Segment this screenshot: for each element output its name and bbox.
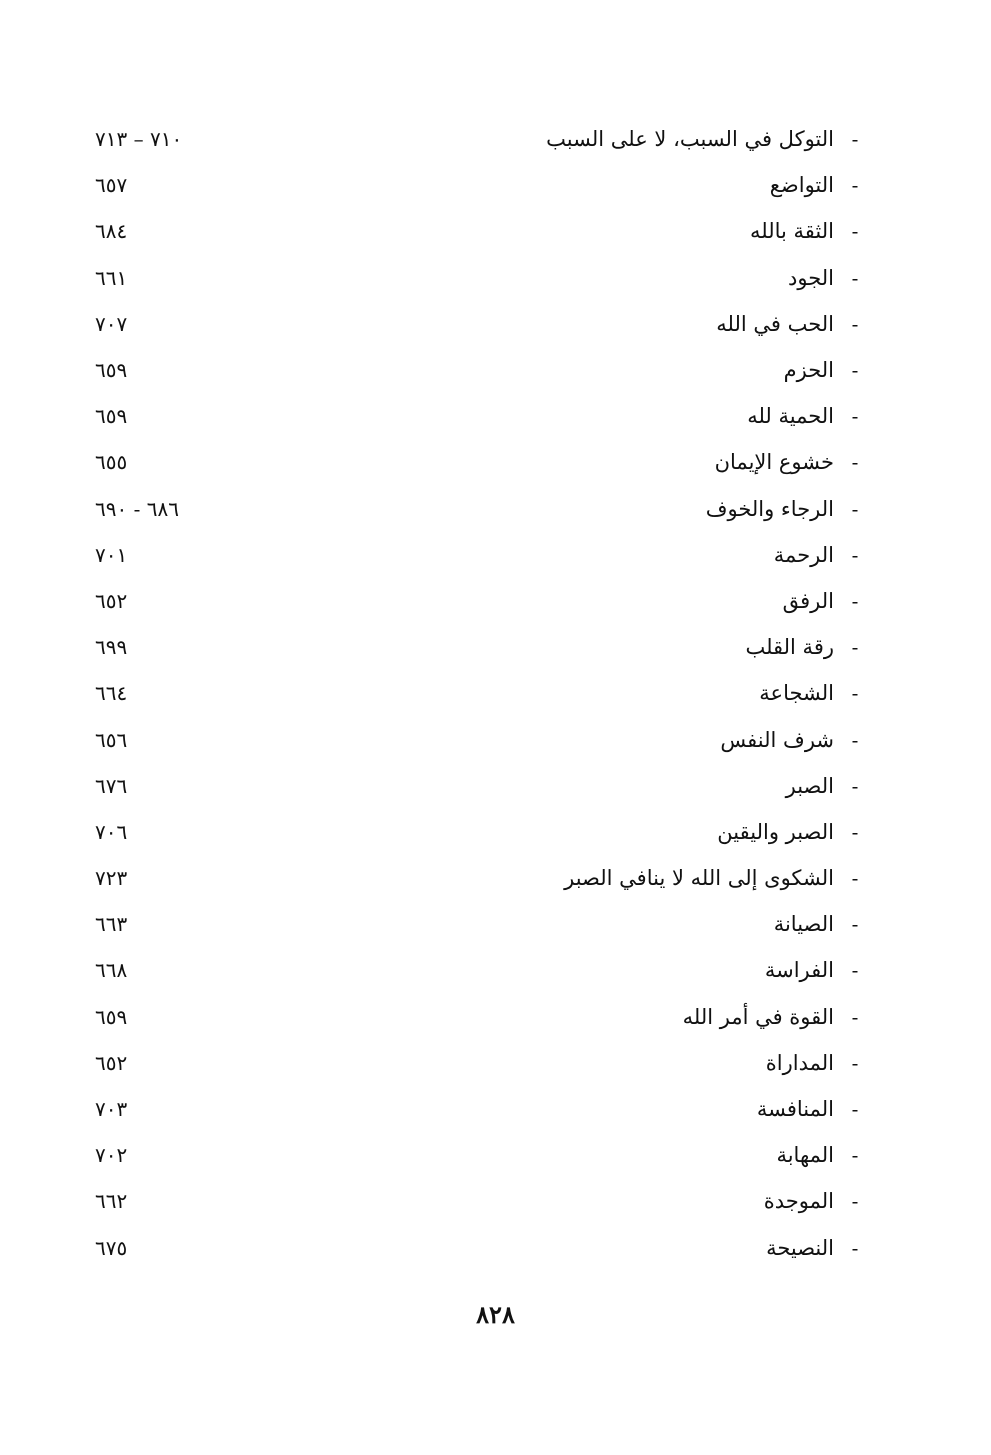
entry-dash: -: [851, 1050, 859, 1075]
index-entry: [95, 162, 870, 208]
entry-term: المهابة: [776, 1143, 834, 1168]
entry-term: الرجاء والخوف: [705, 496, 834, 521]
entry-dash: -: [851, 496, 859, 521]
entry-pages: ٦٥٩: [95, 1004, 128, 1029]
index-entry: [95, 439, 870, 485]
index-entry: [95, 486, 870, 532]
entry-dash: -: [851, 958, 859, 983]
index-entry: [95, 901, 870, 947]
entry-dash: -: [851, 588, 859, 613]
index-entry: [95, 1086, 870, 1132]
index-entry: [95, 347, 870, 393]
entry-term: الشجاعة: [759, 681, 834, 706]
index-entry: [95, 301, 870, 347]
entry-term: الثقة بالله: [750, 219, 834, 244]
entry-pages: ٦٥٩: [95, 404, 128, 429]
index-entry: [95, 855, 870, 901]
entry-term-group: [766, 1051, 870, 1075]
entry-term: الموجدة: [763, 1189, 834, 1214]
entry-term: النصيحة: [766, 1235, 834, 1260]
entry-term-group: [784, 358, 870, 382]
entry-term: المنافسة: [756, 1097, 834, 1122]
entry-term: شرف النفس: [720, 727, 834, 752]
entry-term-group: [745, 635, 870, 659]
entry-pages: ٦٥٢: [95, 1050, 128, 1075]
page-number: ٨٢٨: [476, 1300, 515, 1329]
entry-dash: -: [851, 1235, 859, 1260]
entry-pages: ٧١٠ – ٧١٣: [95, 127, 183, 152]
entry-pages: ٦٩٩: [95, 635, 128, 660]
entry-pages: ٦٦٢: [95, 1189, 128, 1214]
index-entry: [95, 1178, 870, 1224]
entry-term-group: [750, 219, 870, 243]
entry-term-group: [783, 589, 870, 613]
entry-pages: ٦٧٥: [95, 1235, 128, 1260]
entry-term-group: [786, 774, 870, 798]
index-entry: [95, 670, 870, 716]
entry-term-group: [715, 450, 870, 474]
index-entry: [95, 624, 870, 670]
entry-term: الحمية لله: [747, 404, 834, 429]
entry-dash: -: [851, 1004, 859, 1029]
entry-dash: -: [851, 1097, 859, 1122]
entry-pages: ٦٨٦ - ٦٩٠: [95, 496, 179, 521]
index-entry: [95, 1132, 870, 1178]
entry-term-group: [770, 173, 870, 197]
index-entry: [95, 393, 870, 439]
entry-dash: -: [851, 450, 859, 475]
entry-term: رقة القلب: [745, 635, 834, 660]
entry-dash: -: [851, 1143, 859, 1168]
entry-term-group: [766, 1236, 870, 1260]
entry-term-group: [564, 866, 870, 890]
entry-dash: -: [851, 635, 859, 660]
entry-term: الرحمة: [773, 542, 834, 567]
entry-term: التواضع: [769, 173, 834, 198]
entry-pages: ٦٨٤: [95, 219, 128, 244]
entry-term-group: [776, 1143, 870, 1167]
entry-term: القوة في أمر الله: [682, 1004, 834, 1029]
entry-term: المداراة: [765, 1050, 834, 1075]
entry-dash: -: [851, 1189, 859, 1214]
entry-dash: -: [851, 773, 859, 798]
index-entry: [95, 763, 870, 809]
entry-dash: -: [851, 912, 859, 937]
entry-pages: ٧٠١: [95, 542, 128, 567]
entry-dash: -: [851, 819, 859, 844]
entry-term: الصبر واليقين: [717, 819, 834, 844]
entry-dash: -: [851, 358, 859, 383]
entry-pages: ٦٥٩: [95, 358, 128, 383]
entry-dash: -: [851, 681, 859, 706]
entry-term-group: [765, 958, 870, 982]
index-entry: [95, 809, 870, 855]
index-entry: [95, 994, 870, 1040]
entry-pages: ٦٧٦: [95, 773, 128, 798]
entry-pages: ٦٥٢: [95, 588, 128, 613]
entry-pages: ٦٥٥: [95, 450, 128, 475]
entry-term-group: [774, 543, 870, 567]
entry-dash: -: [851, 173, 859, 198]
entry-pages: ٧٠٦: [95, 819, 128, 844]
entry-term-group: [759, 681, 870, 705]
index-list: [95, 116, 870, 1271]
index-entry: [95, 947, 870, 993]
entry-term: التوكل في السبب، لا على السبب: [546, 127, 834, 152]
entry-pages: ٧٠٢: [95, 1143, 128, 1168]
entry-dash: -: [851, 219, 859, 244]
entry-term-group: [683, 1005, 870, 1029]
entry-dash: -: [851, 727, 859, 752]
entry-dash: -: [851, 866, 859, 891]
entry-term-group: [546, 127, 870, 151]
entry-term: خشوع الإيمان: [714, 450, 834, 475]
entry-term-group: [706, 497, 870, 521]
entry-dash: -: [851, 265, 859, 290]
entry-pages: ٦٦٨: [95, 958, 128, 983]
entry-term-group: [716, 312, 870, 336]
entry-dash: -: [851, 542, 859, 567]
entry-term: الصيانة: [773, 912, 834, 937]
entry-term-group: [717, 820, 870, 844]
entry-pages: ٧٠٧: [95, 311, 128, 336]
index-entry: [95, 1225, 870, 1271]
entry-term-group: [757, 1097, 870, 1121]
entry-pages: ٦٥٦: [95, 727, 128, 752]
entry-pages: ٦٦٣: [95, 912, 128, 937]
index-entry: [95, 255, 870, 301]
entry-term: الجود: [788, 265, 834, 290]
index-entry: [95, 716, 870, 762]
entry-pages: ٧٠٣: [95, 1097, 128, 1122]
entry-term: الحب في الله: [716, 311, 834, 336]
entry-pages: ٦٦١: [95, 265, 128, 290]
entry-term-group: [764, 1189, 870, 1213]
entry-term: الحزم: [783, 358, 834, 383]
index-entry: [95, 116, 870, 162]
entry-term-group: [720, 728, 870, 752]
entry-term: الصبر: [785, 773, 834, 798]
index-entry: [95, 532, 870, 578]
entry-term-group: [747, 404, 870, 428]
entry-term: الفراسة: [764, 958, 834, 983]
entry-pages: ٧٢٣: [95, 866, 128, 891]
index-entry: [95, 208, 870, 254]
entry-dash: -: [851, 127, 859, 152]
entry-term-group: [774, 912, 870, 936]
index-entry: [95, 1040, 870, 1086]
entry-dash: -: [851, 404, 859, 429]
entry-term: الشكوى إلى الله لا ينافي الصبر: [564, 866, 834, 891]
entry-pages: ٦٦٤: [95, 681, 128, 706]
index-entry: [95, 578, 870, 624]
entry-term-group: [788, 266, 870, 290]
entry-dash: -: [851, 311, 859, 336]
entry-term: الرفق: [782, 588, 834, 613]
entry-pages: ٦٥٧: [95, 173, 128, 198]
